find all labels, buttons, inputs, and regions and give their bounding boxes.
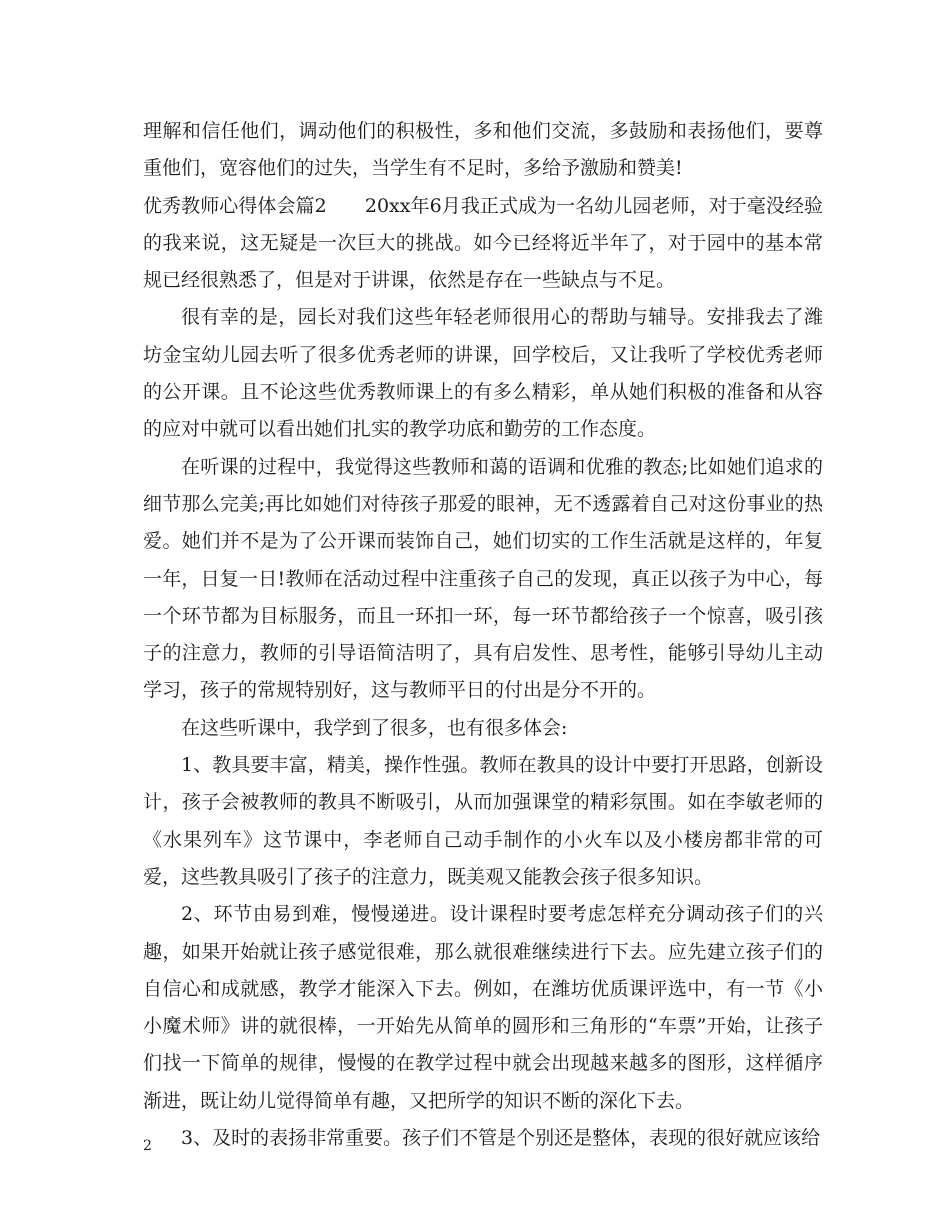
page-number: 2 [143, 1138, 152, 1154]
document-body [143, 113, 823, 1157]
paragraph-5: 在这些听课中，我学到了很多，也有很多体会: [181, 716, 568, 739]
paragraph-8: 3、及时的表扬非常重要。孩子们不管是个别还是整体，表现的很好就应该给 [181, 1127, 821, 1150]
paragraph-4: 在听课的过程中，我觉得这些教师和蔼的语调和优雅的教态;比如她们追求的细节那么完美;再比如她们对待孩子那爱的眼神，无不透露着自己对这份事业的热爱。她们并不是为了公开课而装饰自己，她们切实的工作生活就是这样的，年复一年，日复一日!教师在活动过程中注重孩子自己的发现，真正以孩子为中心，每一个环节都为目标服务，而且一环扣一环，每一环节都给孩子一个惊喜，吸引孩子的注意力，教师的引导语简洁明了，具有启发性、思考性，能够引导幼儿主动学习，孩子的常规特别好，这与教师平日的付出是分不开的。 [143, 455, 823, 702]
paragraph-1: 理解和信任他们，调动他们的积极性，多和他们交流，多鼓励和表扬他们，要尊重他们，宽容他们的过失，当学生有不足时，多给予激励和赞美! [143, 120, 823, 180]
paragraph-7: 2、环节由易到难，慢慢递进。设计课程时要考虑怎样充分调动孩子们的兴趣，如果开始就让孩子感觉很难，那么就很难继续进行下去。应先建立孩子们的自信心和成就感，教学才能深入下去。例如，在潍坊优质课评选中，有一节《小小魔术师》讲的就很棒，一开始先从简单的圆形和三角形的“车票”开始，让孩子们找一下简单的规律，慢慢的在教学过程中就会出现越来越多的图形，这样循序渐进，既让幼儿觉得简单有趣，又把所学的知识不断的深化下去。 [143, 903, 823, 1112]
paragraph-6: 1、教具要丰富，精美，操作性强。教师在教具的设计中要打开思路，创新设计，孩子会被教师的教具不断吸引，从而加强课堂的精彩氛围。如在李敏老师的《水果列车》这节课中，李老师自己动手制作的小火车以及小楼房都非常的可爱，这些教具吸引了孩子的注意力，既美观又能教会孩子很多知识。 [143, 754, 823, 888]
paragraph-3: 很有幸的是，园长对我们这些年轻老师很用心的帮助与辅导。安排我去了潍坊金宝幼儿园去听了很多优秀老师的讲课，回学校后，又让我听了学校优秀老师的公开课。且不论这些优秀教师课上的有多么精彩，单从她们积极的准备和从容的应对中就可以看出她们扎实的教学功底和勤劳的工作态度。 [143, 306, 823, 441]
paragraph-2: 优秀教师心得体会篇2 20xx年6月我正式成为一名幼儿园老师，对于毫没经验的我来说，这无疑是一次巨大的挑战。如今已经将近半年了，对于园中的基本常规已经很熟悉了，但是对于讲课，依然是存在一些缺点与不足。 [143, 194, 823, 292]
